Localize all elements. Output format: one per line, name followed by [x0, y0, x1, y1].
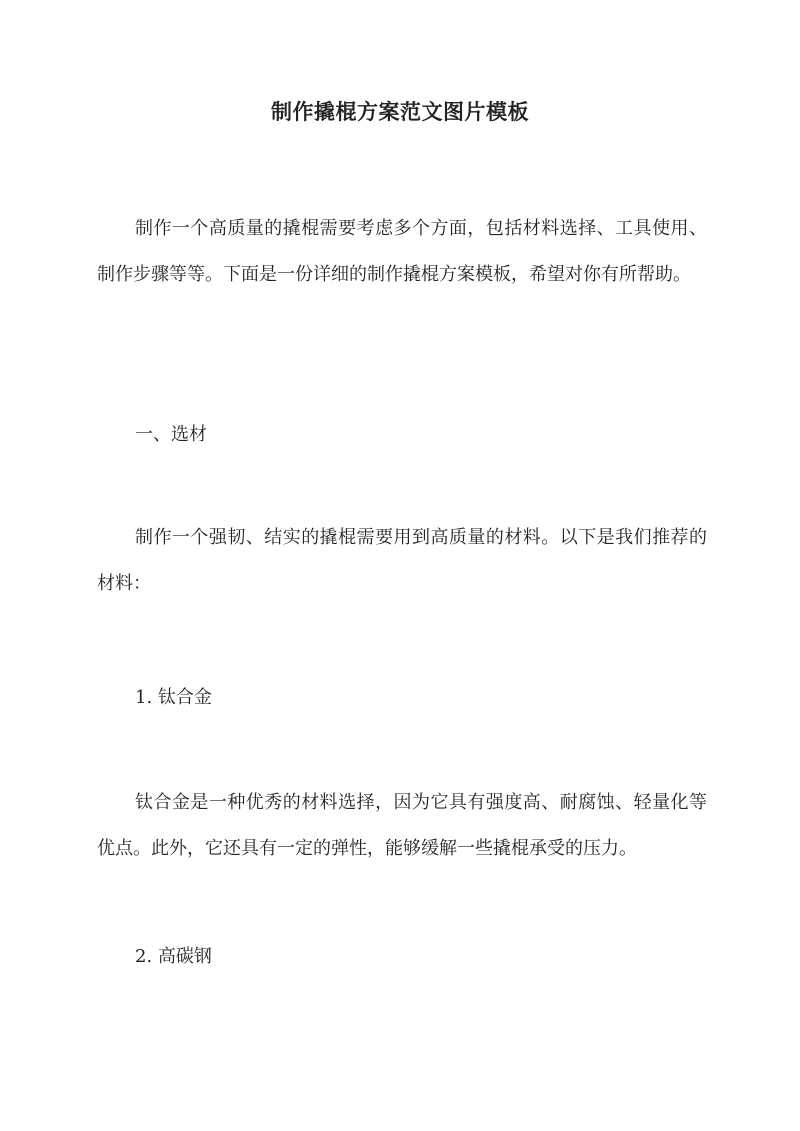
section-heading-materials: 一、选材	[135, 424, 207, 445]
item-heading-high-carbon-steel: 2. 高碳钢	[135, 946, 212, 967]
materials-paragraph: 制作一个强韧、结实的撬棍需要用到高质量的材料。以下是我们推荐的材料：	[97, 527, 707, 594]
titanium-paragraph: 钛合金是一种优秀的材料选择，因为它具有强度高、耐腐蚀、轻量化等优点。此外，它还具有一定的弹性，能够缓解一些撬棍承受的压力。	[97, 792, 707, 859]
intro-paragraph: 制作一个高质量的撬棍需要考虑多个方面，包括材料选择、工具使用、制作步骤等等。下面是一份详细的制作撬棍方案模板，希望对你有所帮助。	[97, 218, 707, 285]
document-title: 制作撬棍方案范文图片模板	[271, 99, 529, 124]
item-heading-titanium: 1. 钛合金	[135, 687, 212, 708]
